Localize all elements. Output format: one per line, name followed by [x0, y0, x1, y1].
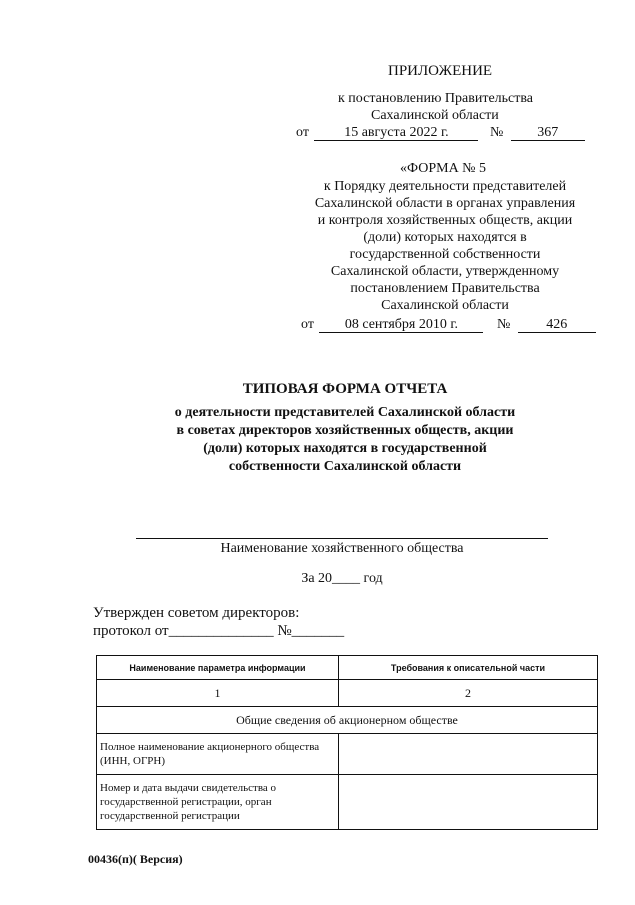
form-from-word: от: [301, 317, 314, 332]
table-section-row: [97, 707, 598, 734]
report-table: [96, 655, 598, 830]
approved-line-2: протокол от______________ №_______: [93, 623, 345, 639]
appendix-number: 367: [511, 125, 585, 141]
company-name-caption: Наименование хозяйственного общества: [220, 541, 464, 556]
form-title: «ФОРМА № 5: [400, 161, 487, 176]
appendix-title: ПРИЛОЖЕНИЕ: [388, 63, 493, 79]
form-date: 08 сентября 2010 г.: [319, 317, 483, 333]
appendix-line-2: Сахалинской области: [371, 108, 499, 123]
table-cell-param: Номер и дата выдачи свидетельства о государственной регистрации, орган государственной регистрации: [97, 775, 339, 830]
form-number: 426: [518, 317, 596, 333]
table-header-param: Наименование параметра информации: [97, 656, 339, 680]
company-name-underline: [136, 538, 548, 539]
form-date-line: [301, 316, 596, 333]
report-year-line: За 20____ год: [301, 571, 383, 586]
table-number-row: [97, 680, 598, 707]
form-basis-line-1: к Порядку деятельности представителей: [323, 179, 567, 194]
table-header-row: [97, 656, 598, 680]
table-cell-param: Полное наименование акционерного общества (ИНН, ОГРН): [97, 734, 339, 775]
table-col-number-2: 2: [339, 680, 598, 707]
form-basis-line-2: Сахалинской области в органах управления: [314, 196, 576, 211]
table-row: [97, 775, 598, 830]
table-cell-req: [339, 734, 598, 775]
report-subtitle-line-4: собственности Сахалинской области: [228, 459, 462, 474]
approved-line-1: Утвержден советом директоров:: [93, 605, 300, 621]
form-basis-line-6: Сахалинской области, утвержденному: [330, 264, 560, 279]
table-row: [97, 734, 598, 775]
footer-code-text: 00436(п)( Версия): [88, 852, 183, 866]
appendix-from-word: от: [296, 125, 309, 140]
footer-code: [88, 852, 183, 866]
form-basis-line-7: постановлением Правительства: [350, 281, 540, 296]
appendix-num-sign: №: [489, 125, 504, 140]
table-header-req: Требования к описательной части: [339, 656, 598, 680]
report-subtitle-line-3: (доли) которых находятся в государственной: [203, 441, 487, 456]
table-section-title: Общие сведения об акционерном обществе: [97, 707, 598, 734]
appendix-line-1: к постановлению Правительства: [338, 91, 534, 106]
form-basis-line-8: Сахалинской области: [381, 298, 509, 313]
table-cell-req: [339, 775, 598, 830]
form-basis-line-5: государственной собственности: [349, 247, 541, 262]
report-subtitle-line-2: в советах директоров хозяйственных обществ, акции: [176, 423, 514, 438]
report-title: ТИПОВАЯ ФОРМА ОТЧЕТА: [242, 381, 448, 397]
form-basis-line-3: и контроля хозяйственных обществ, акции: [317, 213, 573, 228]
report-subtitle-line-1: о деятельности представителей Сахалинской области: [174, 405, 516, 420]
form-basis-line-4: (доли) которых находятся в: [363, 230, 527, 245]
form-num-sign: №: [496, 317, 511, 332]
appendix-date-line: [296, 124, 585, 141]
table-col-number-1: 1: [97, 680, 339, 707]
appendix-date: 15 августа 2022 г.: [314, 125, 478, 141]
